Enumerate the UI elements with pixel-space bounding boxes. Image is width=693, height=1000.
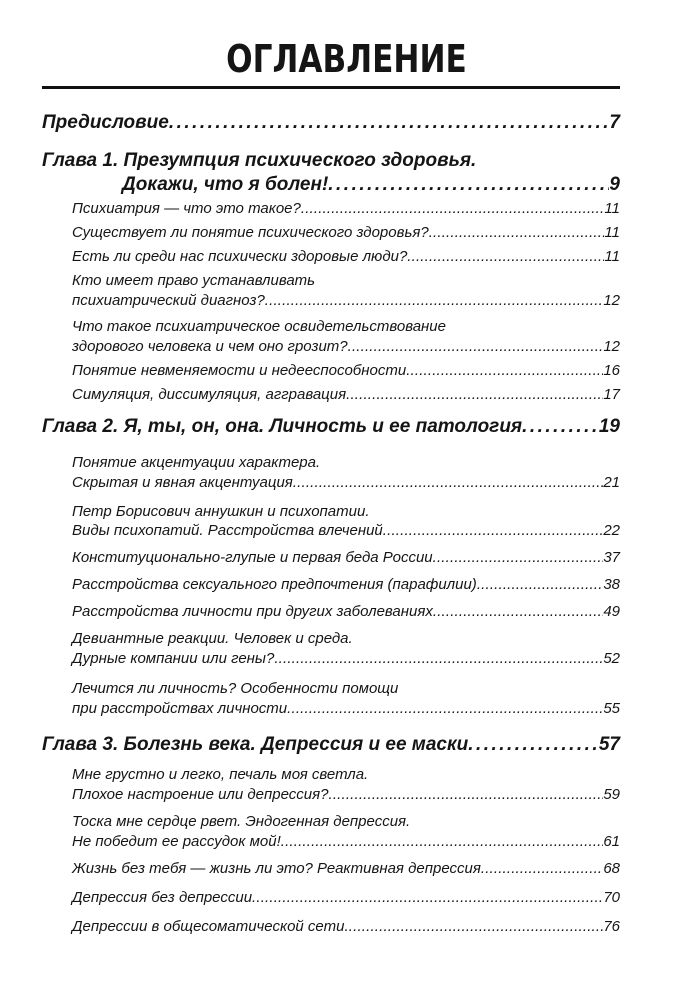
leader-dots <box>265 292 604 309</box>
toc-entry[interactable] <box>72 833 620 850</box>
entry-title: Депрессия без депрессии <box>72 889 253 906</box>
toc-entry[interactable] <box>72 549 620 566</box>
toc-entry[interactable] <box>72 522 620 539</box>
toc-entry[interactable] <box>72 650 620 667</box>
page-number: 76 <box>603 918 620 935</box>
entry-title-line1: Что такое психиатрическое освидетельствование <box>72 318 446 335</box>
leader-dots <box>383 522 604 539</box>
entry-title: психиатрический диагноз? <box>72 292 265 309</box>
page-number: 38 <box>603 576 620 593</box>
toc-entry-preface[interactable] <box>42 112 620 134</box>
entry-title: Есть ли среди нас психически здоровые люди? <box>72 248 408 265</box>
page-number: 19 <box>598 416 620 437</box>
page-number: 37 <box>603 549 620 566</box>
entry-title: Расстройства сексуального предпочтения (парафилии) <box>72 576 477 593</box>
page-number: 7 <box>609 112 620 133</box>
page-number: 17 <box>603 386 620 403</box>
toc-entry[interactable] <box>72 200 620 217</box>
leader-dots <box>407 248 604 265</box>
page-number: 49 <box>603 603 620 620</box>
entry-title: Конституционально-глупые и первая беда России <box>72 549 433 566</box>
leader-dots <box>406 362 603 379</box>
chapter-1-title-line1: Глава 1. Презумпция психического здоровья. <box>42 150 477 171</box>
toc-entry[interactable] <box>72 603 620 620</box>
entry-title: Плохое настроение или депрессия? <box>72 786 329 803</box>
toc-entry[interactable] <box>72 362 620 379</box>
toc-entry[interactable] <box>72 474 620 491</box>
toc-entry[interactable] <box>72 248 620 265</box>
page-number: 59 <box>603 786 620 803</box>
toc-entry[interactable] <box>72 338 620 355</box>
entry-title-line1: Кто имеет право устанавливать <box>72 272 316 289</box>
entry-title: Докажи, что я болен! <box>122 174 329 195</box>
leader-dots <box>328 174 609 196</box>
toc-entry[interactable] <box>72 224 620 241</box>
page-number: 70 <box>603 889 620 906</box>
page-number: 61 <box>603 833 620 850</box>
leader-dots <box>169 112 610 134</box>
entry-title: Предисловие <box>42 112 169 133</box>
leader-dots <box>348 338 604 355</box>
leader-dots <box>293 474 604 491</box>
leader-dots <box>346 386 603 403</box>
toc-entry-chapter-1[interactable] <box>122 174 620 196</box>
entry-title: Понятие невменяемости и недееспособности <box>72 362 407 379</box>
entry-title: Психиатрия — что это такое? <box>72 200 301 217</box>
leader-dots <box>344 918 603 935</box>
leader-dots <box>287 700 603 717</box>
entry-title-line1: Тоска мне сердце рвет. Эндогенная депрессия. <box>72 813 411 830</box>
toc-entry[interactable] <box>72 292 620 309</box>
entry-title: Существует ли понятие психического здоровья? <box>72 224 429 241</box>
leader-dots <box>329 786 604 803</box>
page-number: 21 <box>603 474 620 491</box>
page-number: 12 <box>603 338 620 355</box>
leader-dots <box>522 416 599 438</box>
page-number: 16 <box>603 362 620 379</box>
toc-entry-chapter-2[interactable] <box>42 416 620 438</box>
leader-dots <box>433 549 604 566</box>
toc-entry[interactable] <box>72 918 620 935</box>
entry-title: Виды психопатий. Расстройства влечений <box>72 522 383 539</box>
page-number: 52 <box>603 650 620 667</box>
leader-dots <box>301 200 605 217</box>
toc-entry[interactable] <box>72 700 620 717</box>
page-number: 11 <box>604 200 620 217</box>
leader-dots <box>477 576 604 593</box>
toc-entry-chapter-3[interactable] <box>42 734 620 756</box>
entry-title-line1: Понятие акцентуации характера. <box>72 454 321 471</box>
page-number: 11 <box>604 248 620 265</box>
entry-title-line1: Лечится ли личность? Особенности помощи <box>72 680 399 697</box>
page-number: 12 <box>603 292 620 309</box>
entry-title: при расстройствах личности <box>72 700 288 717</box>
title-divider <box>42 86 620 89</box>
toc-entry[interactable] <box>72 786 620 803</box>
entry-title: Скрытая и явная акцентуация <box>72 474 293 491</box>
entry-title: Глава 2. Я, ты, он, она. Личность и ее патология <box>42 416 523 437</box>
toc-entry[interactable] <box>72 860 620 877</box>
entry-title: Расстройства личности при других заболеваниях <box>72 603 433 620</box>
entry-title: Дурные компании или гены? <box>72 650 275 667</box>
entry-title: Симуляция, диссимуляция, аггравация <box>72 386 347 403</box>
page-title: ОГЛАВЛЕНИЕ <box>226 37 467 81</box>
entry-title: Глава 3. Болезнь века. Депрессия и ее маски <box>42 734 469 755</box>
toc-entry[interactable] <box>72 889 620 906</box>
entry-title: Не победит ее рассудок мой! <box>72 833 281 850</box>
leader-dots <box>274 650 603 667</box>
entry-title: здорового человека и чем оно грозит? <box>72 338 348 355</box>
page-number: 9 <box>609 174 620 195</box>
leader-dots <box>481 860 603 877</box>
entry-title: Жизнь без тебя — жизнь ли это? Реактивная депрессия <box>72 860 481 877</box>
leader-dots <box>252 889 603 906</box>
entry-title-line1: Петр Борисович аннушкин и психопатии. <box>72 503 370 520</box>
leader-dots <box>433 603 603 620</box>
leader-dots <box>281 833 604 850</box>
entry-title: Депрессии в общесоматической сети <box>72 918 345 935</box>
entry-title-line1: Девиантные реакции. Человек и среда. <box>72 630 353 647</box>
page-number: 11 <box>604 224 620 241</box>
page-number: 55 <box>603 700 620 717</box>
page-number: 22 <box>603 522 620 539</box>
page-number: 68 <box>603 860 620 877</box>
leader-dots <box>429 224 605 241</box>
page-number: 57 <box>598 734 620 755</box>
toc-entry[interactable] <box>72 576 620 593</box>
leader-dots <box>468 734 599 756</box>
entry-title-line1: Мне грустно и легко, печаль моя светла. <box>72 766 369 783</box>
toc-entry[interactable] <box>72 386 620 403</box>
